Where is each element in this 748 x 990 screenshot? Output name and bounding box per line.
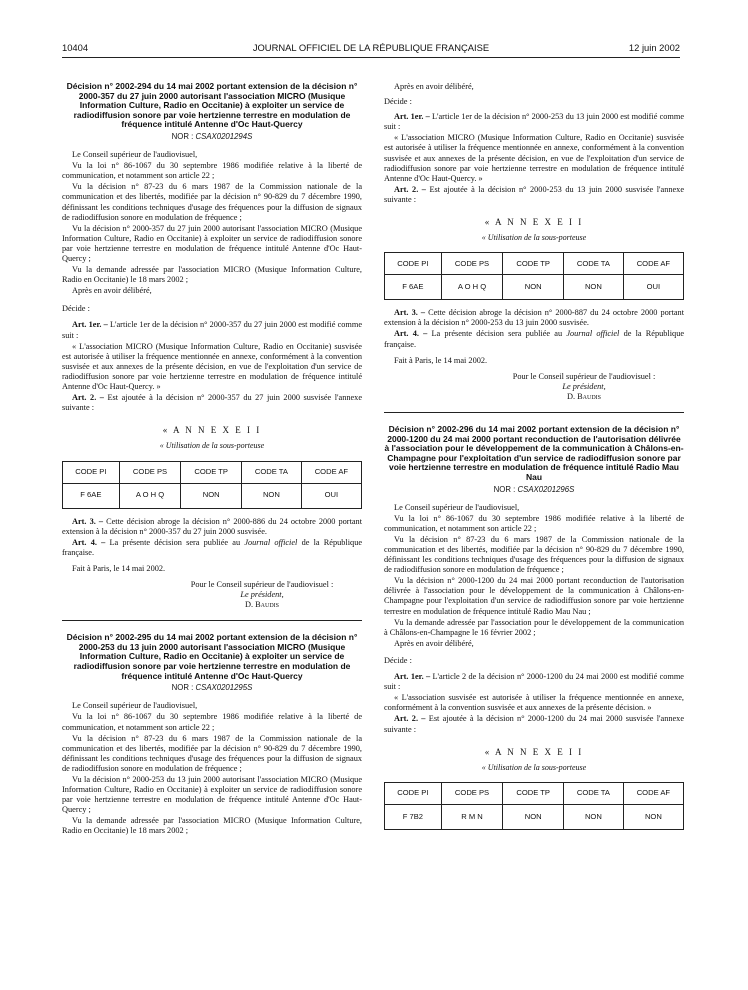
table-header-row: [385, 782, 684, 804]
section-divider: [384, 412, 684, 413]
column-header: CODE TA: [564, 253, 624, 275]
annexe-title: « A N N E X E I I: [484, 217, 584, 228]
decide-heading: Décide :: [384, 655, 412, 665]
signature-for: Pour le Conseil supérieur de l'audiovisuel :: [512, 371, 656, 381]
table-cell: F 7B2: [385, 804, 442, 829]
table-header-row: [385, 253, 684, 275]
decide-heading: Décide :: [62, 304, 90, 314]
column-header: CODE TP: [503, 253, 564, 275]
table-cell: NON: [564, 275, 624, 300]
article-1-quote: « L'association susvisée est autorisée à utiliser la fréquence mentionnée en annexe, conformément à la convention susvisée et aux annexes de la présente décision. »: [384, 693, 684, 713]
column-header: CODE PS: [441, 253, 503, 275]
column-header: CODE TP: [181, 461, 242, 483]
table-cell: NON: [564, 804, 624, 829]
table-header-row: [63, 461, 362, 483]
annexe-subtitle: « Utilisation de la sous-porteuse: [481, 233, 587, 243]
table-cell: NON: [181, 483, 242, 508]
signature-title: Le président,: [240, 590, 284, 600]
decision-2002-295: [62, 633, 362, 836]
table-cell: R M N: [441, 804, 503, 829]
decision-title: Décision n° 2002-296 du 14 mai 2002 portant extension de la décision n° 2000-1200 du 24 mai 2000 portant reconduction de l'autorisation délivrée à l'association pour le développement de la communication à Châlons-en-Champagne pour l'exploitation d'un service de radiodiffusion sonore par voie hertzienne terrestre en modulation de fréquence intitulé Radio Mau Nau: [384, 423, 684, 482]
annexe-subtitle: « Utilisation de la sous-porteuse: [481, 762, 587, 772]
table-cell: F 6AE: [385, 275, 442, 300]
article-1: Art. 1er. – L'article 1er de la décision n° 2000-253 du 13 juin 2000 est modifié comme suit :: [384, 112, 684, 132]
article-3: Art. 3. – Cette décision abroge la décision n° 2000-886 du 24 octobre 2000 portant extension à la décision n° 2000-357 du 27 juin 2000 susvisée.: [62, 516, 363, 536]
article-1-quote: « L'association MICRO (Musique Information Culture, Radio en Occitanie) susvisée est autorisée à utiliser la fréquence mentionnée en annexe, conformément à la convention susvisée et aux annexes de la présente décision, en vue de l'exploitation d'un service de radiodiffusion sonore par voie hertzienne terrestre en modulation de fréquence intitulé Antenne d'Oc Haut-Quercy. »: [384, 133, 684, 183]
annexe-title: « A N N E X E I I: [484, 746, 584, 757]
decision-title: Décision n° 2002-295 du 14 mai 2002 portant extension de la décision n° 2000-253 du 13 juin 2000 autorisant l'association MICRO (Musique Information Culture, Radio en Occitanie) à exploiter un service de radiodiffusion sonore par voie hertzienne terrestre en modulation de fréquence intitulé Antenne d'Oc Haut-Quercy: [66, 632, 358, 681]
column-header: CODE PI: [63, 461, 120, 483]
article-3: Art. 3. – Cette décision abroge la décision n° 2000-887 du 24 octobre 2000 portant extension à la décision n° 2000-253 du 13 juin 2000 susvisée.: [384, 308, 685, 328]
right-column: [384, 82, 684, 838]
nor-reference: NOR : CSAX0201296S: [493, 484, 575, 494]
article-4: Art. 4. – La présente décision sera publiée au Journal officiel de la République française.: [62, 537, 363, 557]
nor-reference: NOR : CSAX0201295S: [171, 683, 253, 693]
nor-code: CSAX0201296S: [517, 484, 575, 494]
subcarrier-table: [62, 461, 362, 509]
decision-2002-295-continued: [384, 82, 684, 402]
table-cell: NON: [503, 275, 564, 300]
visa-paragraph: Vu la demande adressée par l'association MICRO (Musique Information Culture, Radio en Occitanie) le 18 mars 2002 ;: [62, 816, 362, 836]
signature-name: D. Baudis: [566, 391, 601, 401]
page-header: [62, 42, 680, 58]
article-2: Art. 2. – Est ajoutée à la décision n° 2000-253 du 13 juin 2000 susvisée l'annexe suivante :: [384, 184, 685, 204]
nor-code: CSAX0201295S: [195, 683, 253, 693]
section-divider: [62, 620, 362, 621]
nor-reference: NOR : CSAX0201294S: [171, 131, 253, 141]
signature-block: [384, 372, 684, 402]
visa-paragraph: Vu la décision n° 87-23 du 6 mars 1987 de la Commission nationale de la communication et des libertés, modifiée par la décision n° 90-829 du 7 décembre 1990, définissant les conditions techniques d'usage des fréquences pour la diffusion de signaux de radiodiffusion sonore en modulation de fréquence ;: [62, 182, 362, 222]
annexe-subtitle: « Utilisation de la sous-porteuse: [159, 441, 265, 451]
column-header: CODE AF: [623, 782, 683, 804]
article-2: Art. 2. – Est ajoutée à la décision n° 2000-357 du 27 juin 2000 susvisée l'annexe suivante :: [62, 393, 363, 413]
article-1-quote: « L'association MICRO (Musique Information Culture, Radio en Occitanie) susvisée est autorisée à utiliser la fréquence mentionnée en annexe, conformément à la convention susvisée et aux annexes de la présente décision, en vue de l'exploitation d'un service de radiodiffusion sonore par voie hertzienne terrestre en modulation de fréquence intitulé Antenne d'Oc Haut-Quercy. »: [62, 341, 362, 392]
visa-paragraph: Le Conseil supérieur de l'audiovisuel,: [72, 150, 198, 160]
article-1: Art. 1er. – L'article 1er de la décision n° 2000-357 du 27 juin 2000 est modifié comme suit :: [62, 320, 362, 340]
table-cell: NON: [242, 483, 302, 508]
column-header: CODE PS: [119, 461, 181, 483]
table-row: [63, 483, 362, 508]
article-2: Art. 2. – Est ajoutée à la décision n° 2000-1200 du 24 mai 2000 susvisée l'annexe suivante :: [384, 714, 685, 734]
issue-date: 12 juin 2002: [628, 42, 680, 53]
column-header: CODE AF: [301, 461, 361, 483]
decision-2002-296: [384, 425, 684, 830]
header-rule: [62, 57, 680, 58]
article-4: Art. 4. – La présente décision sera publiée au Journal officiel de la République française.: [384, 329, 685, 349]
table-cell: OUI: [623, 275, 683, 300]
signature-block: [62, 580, 362, 610]
subcarrier-table: [384, 782, 684, 830]
table-cell: A O H Q: [119, 483, 181, 508]
visa-paragraph: Après en avoir délibéré,: [394, 82, 474, 91]
visa-paragraph: Vu la loi n° 86-1067 du 30 septembre 1986 modifiée relative à la liberté de communication, et notamment son article 22 ;: [62, 161, 362, 181]
visa-paragraph: Vu la loi n° 86-1067 du 30 septembre 1986 modifiée relative à la liberté de communication, et notamment son article 22 ;: [384, 513, 684, 533]
signed-at: Fait à Paris, le 14 mai 2002.: [394, 355, 488, 365]
visa-paragraph: Vu la décision n° 2000-1200 du 24 mai 2000 portant reconduction de l'autorisation délivrée à l'association pour le développement de la communication à Châlons-en-Champagne pour l'exploitation d'un service de radiodiffusion sonore par voie hertzienne terrestre en modulation de fréquence intitulé Radio Mau Nau ;: [384, 576, 684, 616]
table-cell: F 6AE: [63, 483, 120, 508]
decision-2002-294: [62, 82, 362, 610]
decision-title: Décision n° 2002-294 du 14 mai 2002 portant extension de la décision n° 2000-357 du 27 juin 2000 autorisant l'association MICRO (Musique Information Culture, Radio en Occitanie) à exploiter un service de radiodiffusion sonore par voie hertzienne terrestre en modulation de fréquence intitulé Antenne d'Oc Haut-Quercy: [66, 81, 358, 130]
annexe-title: « A N N E X E I I: [162, 425, 262, 436]
visa-paragraph: Vu la demande adressée par l'association MICRO (Musique Information Culture, Radio en Occitanie) le 18 mars 2002 ;: [62, 265, 362, 285]
signature-for: Pour le Conseil supérieur de l'audiovisuel :: [190, 579, 334, 589]
signature-title: Le président,: [562, 381, 606, 391]
visa-paragraph: Vu la décision n° 2000-357 du 27 juin 2000 autorisant l'association MICRO (Musique Information Culture, Radio en Occitanie) à exploiter un service de radiodiffusion sonore par voie hertzienne terrestre en modulation de fréquence intitulé Antenne d'Oc Haut-Quercy ;: [62, 223, 362, 263]
visa-paragraph: Le Conseil supérieur de l'audiovisuel,: [72, 701, 198, 711]
page-number: 10404: [62, 42, 89, 53]
visa-paragraph: Vu la demande adressée par l'association pour le développement de la communication à Châlons-en-Champagne le 16 février 2002 ;: [384, 617, 684, 637]
column-header: CODE TP: [503, 782, 564, 804]
column-header: CODE PS: [441, 782, 503, 804]
nor-code: CSAX0201294S: [195, 131, 253, 141]
visa-paragraph: Après en avoir délibéré,: [72, 286, 152, 296]
column-header: CODE PI: [385, 782, 442, 804]
visa-paragraph: Vu la décision n° 87-23 du 6 mars 1987 de la Commission nationale de la communication et des libertés, modifiée par la décision n° 90-829 du 7 décembre 1990, définissant les conditions techniques d'usage des fréquences pour la diffusion de signaux de radiodiffusion sonore en modulation de fréquence ;: [62, 733, 362, 773]
journal-title: JOURNAL OFFICIEL DE LA RÉPUBLIQUE FRANÇAISE: [252, 42, 490, 53]
visa-paragraph: Vu la décision n° 2000-253 du 13 juin 2000 autorisant l'association MICRO (Musique Information Culture, Radio en Occitanie) à exploiter un service de radiodiffusion sonore par voie hertzienne terrestre en modulation de fréquence intitulé Antenne d'Oc Haut-Quercy ;: [62, 774, 362, 815]
column-header: CODE TA: [564, 782, 624, 804]
decide-heading: Décide :: [384, 97, 412, 107]
table-cell: OUI: [301, 483, 361, 508]
visa-paragraph: Vu la décision n° 87-23 du 6 mars 1987 de la Commission nationale de la communication et des libertés, modifiée par la décision n° 90-829 du 7 décembre 1990, définissant les conditions techniques d'usage des fréquences pour la diffusion de signaux de radiodiffusion sonore en modulation de fréquence ;: [384, 534, 684, 575]
signed-at: Fait à Paris, le 14 mai 2002.: [72, 563, 166, 573]
signature-name: D. Baudis: [244, 600, 279, 610]
table-cell: NON: [503, 804, 564, 829]
column-header: CODE AF: [623, 253, 683, 275]
table-cell: NON: [623, 804, 683, 829]
column-header: CODE PI: [385, 253, 442, 275]
subcarrier-table: [384, 252, 684, 300]
left-column: [62, 82, 362, 838]
column-header: CODE TA: [242, 461, 302, 483]
visa-paragraph: Le Conseil supérieur de l'audiovisuel,: [394, 502, 520, 512]
table-cell: A O H Q: [441, 275, 503, 300]
visa-paragraph: Après en avoir délibéré,: [394, 638, 474, 648]
visa-paragraph: Vu la loi n° 86-1067 du 30 septembre 1986 modifiée relative à la liberté de communication, et notamment son article 22 ;: [62, 712, 362, 732]
article-1: Art. 1er. – L'article 2 de la décision n° 2000-1200 du 24 mai 2000 est modifié comme suit :: [384, 672, 684, 692]
table-row: [385, 275, 684, 300]
table-row: [385, 804, 684, 829]
